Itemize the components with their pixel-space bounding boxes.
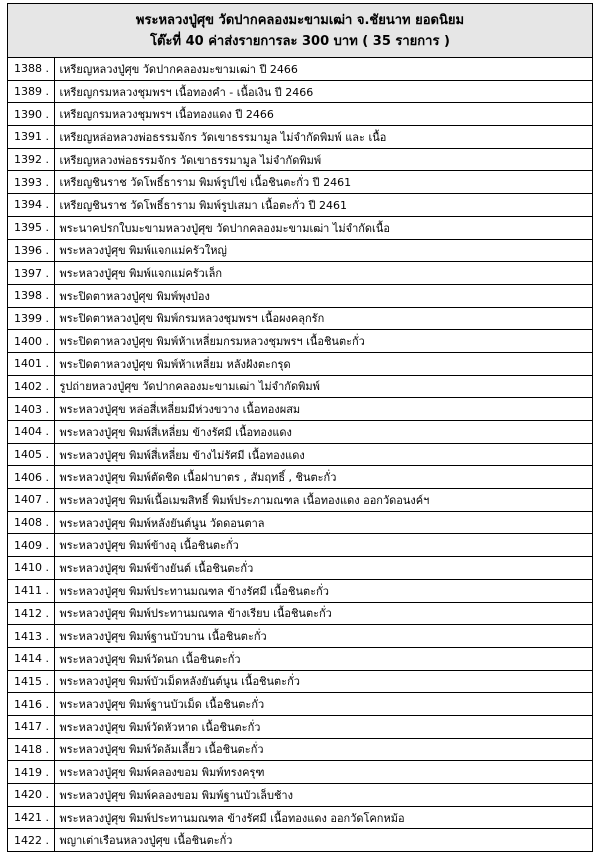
table-row xyxy=(8,58,592,80)
item-number: 1409 . xyxy=(8,534,54,557)
item-number: 1418 . xyxy=(8,738,54,761)
table-row xyxy=(8,557,592,580)
item-description: พระหลวงปู่ศุข พิมพ์ประทานมณฑล ข้างรัศมี เนื้อทองแดง ออกวัดโคกหม้อ xyxy=(54,806,592,829)
item-number: 1395 . xyxy=(8,216,54,239)
item-description: พระหลวงปู่ศุข พิมพ์ข้างยันต์ เนื้อชินตะกั่ว xyxy=(54,557,592,580)
item-number: 1406 . xyxy=(8,466,54,489)
table-row xyxy=(8,262,592,285)
item-number: 1400 . xyxy=(8,330,54,353)
item-number: 1391 . xyxy=(8,126,54,149)
item-description: พระหลวงปู่ศุข พิมพ์ตัดชิด เนื้อฝาบาตร , สัมฤทธิ์ , ชินตะกั่ว xyxy=(54,466,592,489)
item-number: 1414 . xyxy=(8,647,54,670)
table-row xyxy=(8,466,592,489)
item-number: 1398 . xyxy=(8,284,54,307)
item-description: พระหลวงปู่ศุข พิมพ์สี่เหลี่ยม ข้างไม่รัศมี เนื้อทองแดง xyxy=(54,443,592,466)
table-row xyxy=(8,126,592,149)
item-number: 1394 . xyxy=(8,194,54,217)
item-number: 1417 . xyxy=(8,715,54,738)
table-row xyxy=(8,103,592,126)
item-number: 1415 . xyxy=(8,670,54,693)
item-description: พระหลวงปู่ศุข พิมพ์วัดล้มเลี้ยว เนื้อชินตะกั่ว xyxy=(54,738,592,761)
item-number: 1413 . xyxy=(8,625,54,648)
item-number: 1389 . xyxy=(8,80,54,103)
table-row xyxy=(8,375,592,398)
item-description: พระหลวงปู่ศุข พิมพ์คลองขอม พิมพ์ฐานบัวเล็บช้าง xyxy=(54,784,592,807)
table-row xyxy=(8,829,592,851)
item-number: 1419 . xyxy=(8,761,54,784)
item-description: พระหลวงปู่ศุข พิมพ์วัดนก เนื้อชินตะกั่ว xyxy=(54,647,592,670)
item-description: พระหลวงปู่ศุข พิมพ์ประทานมณฑล ข้างเรียบ เนื้อชินตะกั่ว xyxy=(54,602,592,625)
item-description: เหรียญหลวงปู่ศุข วัดปากคลองมะขามเฒ่า ปี 2466 xyxy=(54,58,592,80)
table-row xyxy=(8,352,592,375)
table-row xyxy=(8,670,592,693)
item-description: รูปถ่ายหลวงปู่ศุข วัดปากคลองมะขามเฒ่า ไม่จำกัดพิมพ์ xyxy=(54,375,592,398)
item-description: เหรียญชินราช วัดโพธิ์ธาราม พิมพ์รูปไข่ เนื้อชินตะกั่ว ปี 2461 xyxy=(54,171,592,194)
table-row xyxy=(8,284,592,307)
table-row xyxy=(8,307,592,330)
item-description: เหรียญกรมหลวงชุมพรฯ เนื้อทองแดง ปี 2466 xyxy=(54,103,592,126)
item-number: 1402 . xyxy=(8,375,54,398)
item-description: พญาเต่าเรือนหลวงปู่ศุข เนื้อชินตะกั่ว xyxy=(59,834,233,848)
table-row xyxy=(8,330,592,353)
item-number: 1403 . xyxy=(8,398,54,421)
item-description: พระหลวงปู่ศุข พิมพ์เนื้อเมฆสิทธิ์ พิมพ์ประภามณฑล เนื้อทองแดง ออกวัดอนงค์ฯ xyxy=(54,489,592,512)
item-number: 1421 . xyxy=(8,806,54,829)
item-number: 1420 . xyxy=(8,784,54,807)
item-number: 1404 . xyxy=(8,421,54,444)
item-number: 1397 . xyxy=(8,262,54,285)
table-row xyxy=(8,784,592,807)
table-row xyxy=(8,443,592,466)
item-description: พระปิดตาหลวงปู่ศุข พิมพ์ห้าเหลี่ยม หลังฝังตะกรุด xyxy=(54,352,592,375)
table-row xyxy=(8,511,592,534)
item-description: พระหลวงปู่ศุข หล่อสี่เหลี่ยมมีห่วงขวาง เนื้อทองผสม xyxy=(54,398,592,421)
table-row xyxy=(8,647,592,670)
item-number: 1422 . xyxy=(8,829,54,851)
item-number: 1401 . xyxy=(8,352,54,375)
item-description: พระปิดตาหลวงปู่ศุข พิมพ์พุงป่อง xyxy=(54,284,592,307)
item-number: 1408 . xyxy=(8,511,54,534)
table-row xyxy=(8,693,592,716)
item-number: 1396 . xyxy=(8,239,54,262)
table-row xyxy=(8,398,592,421)
item-description: พระหลวงปู่ศุข พิมพ์สี่เหลี่ยม ข้างรัศมี เนื้อทองแดง xyxy=(54,421,592,444)
item-number: 1392 . xyxy=(8,148,54,171)
amulet-table xyxy=(8,58,592,851)
item-description: พระหลวงปู่ศุข พิมพ์ฐานบัวบาน เนื้อชินตะกั่ว xyxy=(54,625,592,648)
item-number: 1405 . xyxy=(8,443,54,466)
table-row xyxy=(8,216,592,239)
item-description: เหรียญหล่อหลวงพ่อธรรมจักร วัดเขาธรรมามูล ไม่จำกัดพิมพ์ และ เนื้อ xyxy=(54,126,592,149)
item-number: 1393 . xyxy=(8,171,54,194)
item-description: พระหลวงปู่ศุข พิมพ์บัวเม็ดหลังยันต์นูน เนื้อชินตะกั่ว xyxy=(54,670,592,693)
table-row xyxy=(8,806,592,829)
table-row xyxy=(8,239,592,262)
item-number: 1388 . xyxy=(8,58,54,80)
table-row xyxy=(8,80,592,103)
item-description: พระหลวงปู่ศุข พิมพ์วัดหัวหาด เนื้อชินตะกั่ว xyxy=(54,715,592,738)
item-description: พระหลวงปู่ศุข พิมพ์ฐานบัวเม็ด เนื้อชินตะกั่ว xyxy=(54,693,592,716)
item-number: 1399 . xyxy=(8,307,54,330)
table-row xyxy=(8,534,592,557)
item-description: เหรียญหลวงพ่อธรรมจักร วัดเขาธรรมามูล ไม่จำกัดพิมพ์ xyxy=(54,148,592,171)
item-description: พระหลวงปู่ศุข พิมพ์แจกแม่ครัวใหญ่ xyxy=(54,239,592,262)
item-description: เหรียญชินราช วัดโพธิ์ธาราม พิมพ์รูปเสมา เนื้อตะกั่ว ปี 2461 xyxy=(54,194,592,217)
table-row xyxy=(8,489,592,512)
item-description: พระนาคปรกใบมะขามหลวงปู่ศุข วัดปากคลองมะขามเฒ่า ไม่จำกัดเนื้อ xyxy=(54,216,592,239)
page-subtitle: โต๊ะที่ 40 ค่าส่งรายการละ 300 บาท ( 35 รายการ ) xyxy=(150,33,450,49)
item-number: 1416 . xyxy=(8,693,54,716)
table-row xyxy=(8,148,592,171)
table-row xyxy=(8,625,592,648)
item-description: เหรียญกรมหลวงชุมพรฯ เนื้อทองคำ - เนื้อเงิน ปี 2466 xyxy=(54,80,592,103)
item-number: 1411 . xyxy=(8,579,54,602)
table-row xyxy=(8,579,592,602)
table-row xyxy=(8,421,592,444)
item-description: พระหลวงปู่ศุข พิมพ์แจกแม่ครัวเล็ก xyxy=(54,262,592,285)
item-number: 1390 . xyxy=(8,103,54,126)
table-row xyxy=(8,171,592,194)
table-row xyxy=(8,715,592,738)
item-description: พระหลวงปู่ศุข พิมพ์ประทานมณฑล ข้างรัศมี เนื้อชินตะกั่ว xyxy=(54,579,592,602)
list-header xyxy=(8,4,592,58)
item-description: พระหลวงปู่ศุข พิมพ์ข้างอุ เนื้อชินตะกั่ว xyxy=(54,534,592,557)
item-number: 1412 . xyxy=(8,602,54,625)
table-row xyxy=(8,194,592,217)
page-title: พระหลวงปู่ศุข วัดปากคลองมะขามเฒ่า จ.ชัยนาท ยอดนิยม xyxy=(135,12,465,28)
item-number: 1410 . xyxy=(8,557,54,580)
item-description: พระปิดตาหลวงปู่ศุข พิมพ์กรมหลวงชุมพรฯ เนื้อผงคลุกรัก xyxy=(54,307,592,330)
item-number: 1407 . xyxy=(8,489,54,512)
amulet-list-sheet xyxy=(7,3,593,852)
item-description: พระปิดตาหลวงปู่ศุข พิมพ์ห้าเหลี่ยมกรมหลวงชุมพรฯ เนื้อชินตะกั่ว xyxy=(54,330,592,353)
table-row xyxy=(8,761,592,784)
item-description: พระหลวงปู่ศุข พิมพ์คลองขอม พิมพ์ทรงครุฑ xyxy=(54,761,592,784)
table-row xyxy=(8,602,592,625)
item-description: พระหลวงปู่ศุข พิมพ์หลังยันต์นูน วัดดอนตาล xyxy=(54,511,592,534)
table-row xyxy=(8,738,592,761)
